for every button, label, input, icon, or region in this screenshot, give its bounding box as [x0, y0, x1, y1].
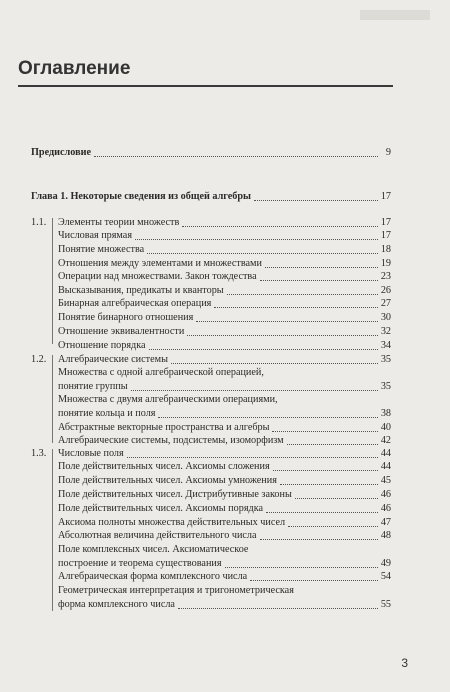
toc-entry[interactable]	[58, 271, 391, 283]
toc-entry-label: Понятие множества	[58, 244, 145, 255]
dot-leader	[250, 579, 378, 581]
toc-entry-label-line: Множества с двумя алгебраическими операциями,	[58, 394, 278, 405]
toc-entry[interactable]	[58, 435, 391, 447]
toc-entry-label: Отношения между элементами и множествами	[58, 258, 262, 269]
toc-entry-label: Поле действительных чисел. Аксиомы умножения	[58, 475, 277, 486]
toc-entry-label: Понятие бинарного отношения	[58, 312, 194, 323]
toc-page-number: 18	[380, 244, 391, 255]
toc-entry-preface[interactable]	[31, 147, 391, 159]
toc-entry-chapter-1[interactable]	[31, 191, 391, 203]
toc-page-number: 27	[380, 298, 391, 309]
toc-page-number: 32	[380, 326, 391, 337]
toc-entry-label: Предисловие	[31, 147, 91, 158]
toc-entry[interactable]	[58, 408, 391, 420]
dot-leader	[127, 456, 378, 458]
toc-entry-label: Поле действительных чисел. Аксиомы порядка	[58, 503, 264, 514]
toc-page-number: 40	[380, 422, 391, 433]
dot-leader	[260, 279, 378, 281]
title-rule	[18, 85, 393, 87]
toc-page-number: 26	[380, 285, 391, 296]
dot-leader	[182, 225, 378, 227]
dot-leader	[131, 389, 378, 391]
running-header-mark	[360, 10, 430, 20]
toc-entry-label: Алгебраические системы	[58, 354, 168, 365]
dot-leader	[227, 293, 378, 295]
dot-leader	[147, 252, 378, 254]
toc-page-number: 49	[380, 558, 391, 569]
toc-entry[interactable]	[58, 217, 391, 229]
toc-entry-label: Абсолютная величина действительного числа	[58, 530, 257, 541]
section-rule	[52, 355, 53, 443]
dot-leader	[178, 607, 378, 609]
toc-page-number: 42	[380, 435, 391, 446]
dot-leader	[214, 306, 377, 308]
toc-entry[interactable]	[58, 517, 391, 529]
toc-entry-label: Отношение эквивалентности	[58, 326, 185, 337]
dot-leader	[280, 483, 378, 485]
toc-entry-label: Поле действительных чисел. Аксиомы сложения	[58, 461, 270, 472]
toc-entry[interactable]	[58, 489, 391, 501]
toc-entry[interactable]	[58, 503, 391, 515]
toc-page-number: 17	[380, 217, 391, 228]
toc-page-number: 54	[380, 571, 391, 582]
toc-page-number: 46	[380, 489, 391, 500]
toc-entry-label: понятие группы	[58, 381, 128, 392]
page-title: Оглавление	[18, 58, 131, 79]
toc-page-number: 35	[380, 354, 391, 365]
toc-page-number: 17	[380, 230, 391, 241]
toc-page-number: 17	[380, 191, 391, 202]
toc-page-number: 23	[380, 271, 391, 282]
dot-leader	[187, 334, 378, 336]
dot-leader	[94, 155, 378, 157]
toc-entry[interactable]	[58, 354, 391, 366]
toc-entry-label: Бинарная алгебраическая операция	[58, 298, 212, 309]
toc-entry-label: Числовые поля	[58, 448, 124, 459]
section-rule	[52, 218, 53, 344]
toc-entry[interactable]	[58, 422, 391, 434]
section-number: 1.3.	[31, 448, 47, 459]
toc-entry-label: Аксиома полноты множества действительных чисел	[58, 517, 286, 528]
toc-entry-label: Высказывания, предикаты и кванторы	[58, 285, 224, 296]
toc-entry[interactable]	[58, 475, 391, 487]
toc-entry-label: Операции над множествами. Закон тождества	[58, 271, 257, 282]
dot-leader	[272, 430, 377, 432]
toc-entry-label: Глава 1. Некоторые сведения из общей алгебры	[31, 191, 252, 202]
toc-entry[interactable]	[58, 461, 391, 473]
toc-entry-label: Числовая прямая	[58, 230, 133, 241]
toc-page-number: 35	[380, 381, 391, 392]
toc-entry[interactable]	[58, 381, 391, 393]
dot-leader	[225, 566, 378, 568]
toc-entry-label: Элементы теории множеств	[58, 217, 180, 228]
section-rule	[52, 449, 53, 611]
dot-leader	[171, 362, 378, 364]
section-number: 1.1.	[31, 217, 47, 228]
toc-entry[interactable]	[58, 285, 391, 297]
dot-leader	[265, 266, 378, 268]
toc-entry-label-line: Множества с одной алгебраической операцией,	[58, 367, 264, 378]
toc-page-number: 44	[380, 448, 391, 459]
toc-entry[interactable]	[58, 340, 391, 352]
toc-page-number: 45	[380, 475, 391, 486]
toc-entry[interactable]	[58, 312, 391, 324]
toc-entry[interactable]	[58, 599, 391, 611]
toc-page-number: 55	[380, 599, 391, 610]
toc-page-number: 44	[380, 461, 391, 472]
toc-entry-label: Алгебраическая форма комплексного числа	[58, 571, 248, 582]
toc-page-number: 19	[380, 258, 391, 269]
toc-page-number: 48	[380, 530, 391, 541]
section-number: 1.2.	[31, 354, 47, 365]
toc-entry[interactable]	[58, 530, 391, 542]
dot-leader	[196, 320, 378, 322]
toc-entry-label: Абстрактные векторные пространства и алгебры	[58, 422, 270, 433]
dot-leader	[260, 538, 378, 540]
dot-leader	[287, 443, 378, 445]
toc-entry[interactable]	[58, 448, 391, 460]
dot-leader	[288, 525, 378, 527]
toc-entry[interactable]	[58, 230, 391, 242]
toc-page-number: 46	[380, 503, 391, 514]
dot-leader	[149, 348, 378, 350]
toc-entry[interactable]	[58, 558, 391, 570]
toc-entry-label: построение и теорема существования	[58, 558, 222, 569]
toc-page-number: 47	[380, 517, 391, 528]
toc-entry-label-line: Поле комплексных чисел. Аксиоматическое	[58, 544, 249, 555]
toc-entry[interactable]	[58, 258, 391, 270]
toc-entry-label: Поле действительных чисел. Дистрибутивные законы	[58, 489, 292, 500]
toc-page-number: 30	[380, 312, 391, 323]
dot-leader	[273, 469, 378, 471]
toc-entry-label-line: Геометрическая интерпретация и тригонометрическая	[58, 585, 294, 596]
toc-entry-label: понятие кольца и поля	[58, 408, 156, 419]
toc-entry[interactable]	[58, 298, 391, 310]
toc-entry-label: Алгебраические системы, подсистемы, изоморфизм	[58, 435, 284, 446]
toc-entry[interactable]	[58, 326, 391, 338]
page-number: 3	[401, 656, 408, 670]
dot-leader	[254, 199, 378, 201]
toc-entry-label: Отношение порядка	[58, 340, 146, 351]
dot-leader	[135, 238, 378, 240]
toc-page-number: 38	[380, 408, 391, 419]
dot-leader	[158, 416, 377, 418]
toc-page-number: 9	[385, 147, 391, 158]
toc-entry-label: форма комплексного числа	[58, 599, 175, 610]
dot-leader	[295, 497, 378, 499]
toc-entry[interactable]	[58, 244, 391, 256]
toc-entry[interactable]	[58, 571, 391, 583]
toc-page-number: 34	[380, 340, 391, 351]
dot-leader	[266, 511, 378, 513]
